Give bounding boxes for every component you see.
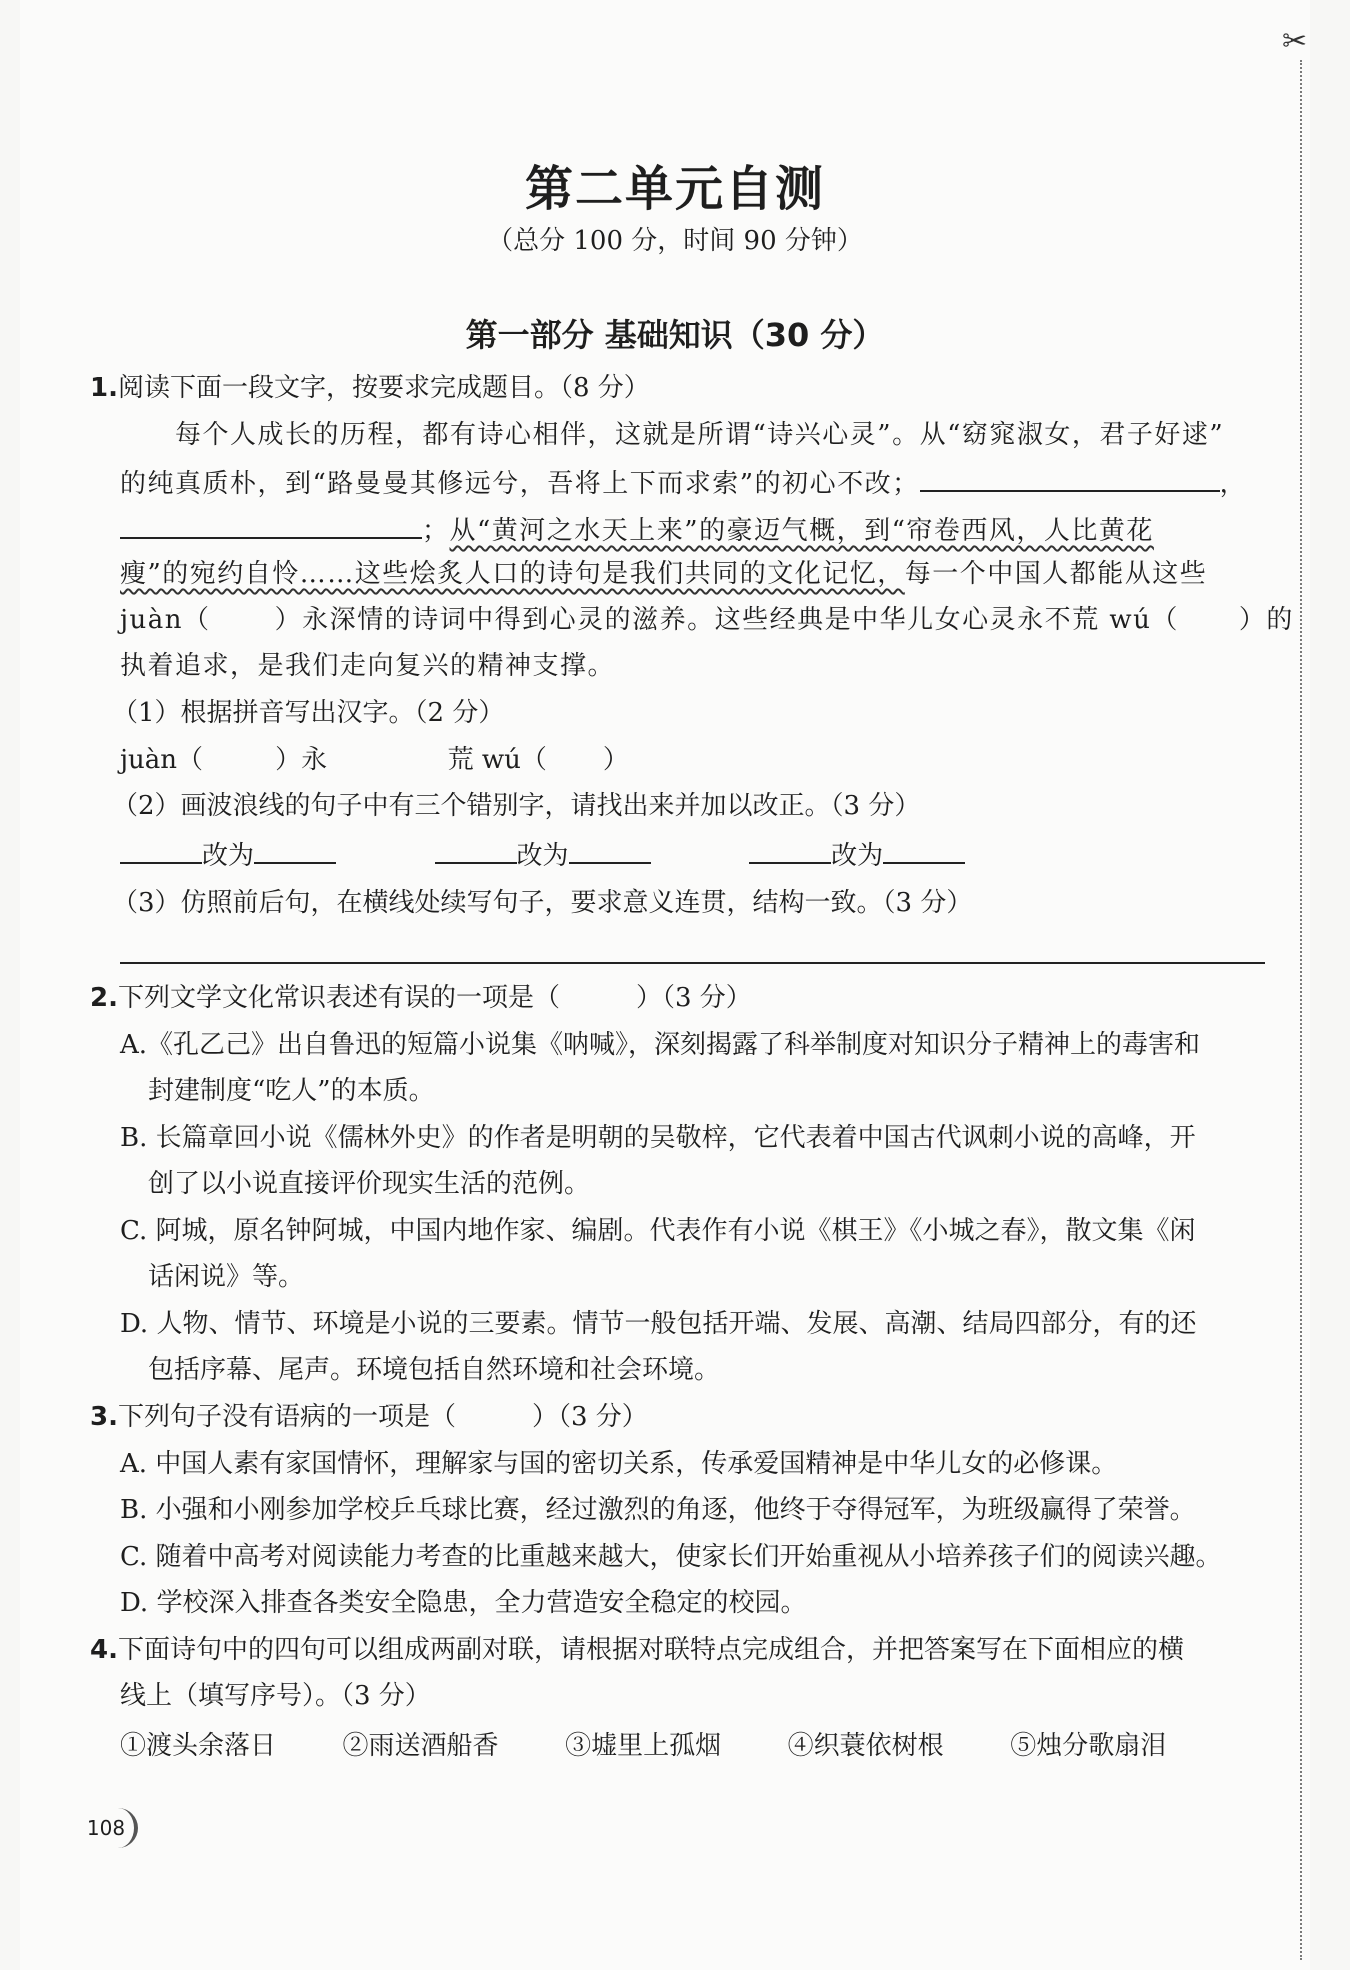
poem-option: ⑤烛分歌扇泪 (1010, 1731, 1167, 1761)
scissors-icon: ✂ (1282, 24, 1308, 59)
option-a-line-1: A.《孔乙己》出自鲁迅的短篇小说集《呐喊》，深刻揭露了科举制度对知识分子精神上的毒害和 (120, 1030, 1201, 1060)
section-heading: 第一部分 基础知识（30 分） (465, 316, 885, 354)
question-number: 2. (90, 983, 118, 1013)
question-number: 3. (90, 1402, 118, 1432)
answer-line[interactable] (120, 962, 1265, 964)
question-1-stem: 1.阅读下面一段文字，按要求完成题目。（8 分） (90, 373, 650, 403)
page-number: 108 (78, 1808, 138, 1848)
option-a-line-2: 封建制度“吃人”的本质。 (148, 1076, 435, 1106)
option-b-line-1: B. 长篇章回小说《儒林外史》的作者是明朝的吴敬梓，它代表着中国古代讽刺小说的高峰，开 (120, 1123, 1196, 1153)
answer-blank[interactable] (120, 840, 202, 864)
option-c: C. 随着中高考对阅读能力考查的比重越来越大，使家长们开始重视从小培养孩子们的阅读兴趣。 (120, 1542, 1222, 1572)
option-d: D. 学校深入排查各类安全隐患，全力营造安全稳定的校园。 (120, 1588, 807, 1618)
sub-question-2: （2）画波浪线的句子中有三个错别字，请找出来并加以改正。（3 分） (112, 791, 921, 821)
question-2-stem: 2.下列文学文化常识表述有误的一项是（ ）（3 分） (90, 983, 752, 1013)
poem-option: ②雨送酒船香 (342, 1731, 499, 1761)
passage-line-1: 每个人成长的历程，都有诗心相伴，这就是所谓“诗兴心灵”。从“窈窕淑女，君子好逑” (175, 420, 1225, 450)
page-title: 第二单元自测 (524, 161, 825, 217)
page-subtitle: （总分 100 分，时间 90 分钟） (487, 226, 863, 256)
option-b-line-2: 创了以小说直接评价现实生活的范例。 (148, 1169, 591, 1199)
question-3-stem: 3.下列句子没有语病的一项是（ ）（3 分） (90, 1402, 648, 1432)
answer-blank[interactable] (435, 840, 517, 864)
pinyin-answers: juàn（ ）永 荒 wú（ ） (120, 745, 629, 775)
passage-line-6: 执着追求，是我们走向复兴的精神支撑。 (120, 651, 616, 681)
passage-line-3: ；从“黄河之水天上来”的豪迈气概，到“帘卷西风，人比黄花 (120, 515, 1154, 544)
option-d-line-2: 包括序幕、尾声。环境包括自然环境和社会环境。 (148, 1355, 721, 1385)
option-b: B. 小强和小刚参加学校乒乓球比赛，经过激烈的角逐，他终于夺得冠军，为班级赢得了荣誉。 (120, 1495, 1196, 1525)
poem-option: ①渡头余落日 (120, 1731, 277, 1761)
question-4-stem-line-2: 线上（填写序号）。（3 分） (120, 1681, 431, 1711)
option-c-line-1: C. 阿城，原名钟阿城，中国内地作家、编剧。代表作有小说《棋王》《小城之春》，散文集《闲 (120, 1216, 1196, 1246)
answer-blank[interactable] (749, 840, 831, 864)
answer-blank[interactable] (120, 515, 422, 539)
poem-options (120, 1733, 1166, 1759)
question-4-stem-line-1: 4.下面诗句中的四句可以组成两副对联，请根据对联特点完成组合，并把答案写在下面相应的横 (90, 1635, 1184, 1665)
answer-blank[interactable] (569, 840, 651, 864)
passage-line-2: 的纯真质朴，到“路曼曼其修远兮，吾将上下而求索”的初心不改； ， (120, 469, 1248, 499)
sub-question-1: （1）根据拼音写出汉字。（2 分） (112, 698, 505, 728)
passage-line-4: 瘦”的宛约自怜……这些烩炙人口的诗句是我们共同的文化记忆，每一个中国人都能从这些 (120, 559, 1208, 589)
question-number: 4. (90, 1635, 118, 1665)
sub-question-3: （3）仿照前后句，在横线处续写句子，要求意义连贯，结构一致。（3 分） (112, 888, 973, 918)
poem-option: ④织蓑依树根 (787, 1731, 944, 1761)
answer-blank[interactable] (920, 468, 1220, 492)
correction-blanks: 改为 改为 改为 (120, 840, 965, 869)
question-number: 1. (90, 373, 118, 403)
option-c-line-2: 话闲说》等。 (148, 1262, 305, 1292)
option-d-line-1: D. 人物、情节、环境是小说的三要素。情节一般包括开端、发展、高潮、结局四部分，有的还 (120, 1309, 1197, 1339)
answer-blank[interactable] (254, 840, 336, 864)
poem-option: ③墟里上孤烟 (565, 1731, 722, 1761)
option-a: A. 中国人素有家国情怀，理解家与国的密切关系，传承爱国精神是中华儿女的必修课。 (120, 1449, 1118, 1479)
passage-line-5: juàn（ ）永深情的诗词中得到心灵的滋养。这些经典是中华儿女心灵永不荒 wú（ ）的 (120, 605, 1294, 635)
answer-blank[interactable] (883, 840, 965, 864)
